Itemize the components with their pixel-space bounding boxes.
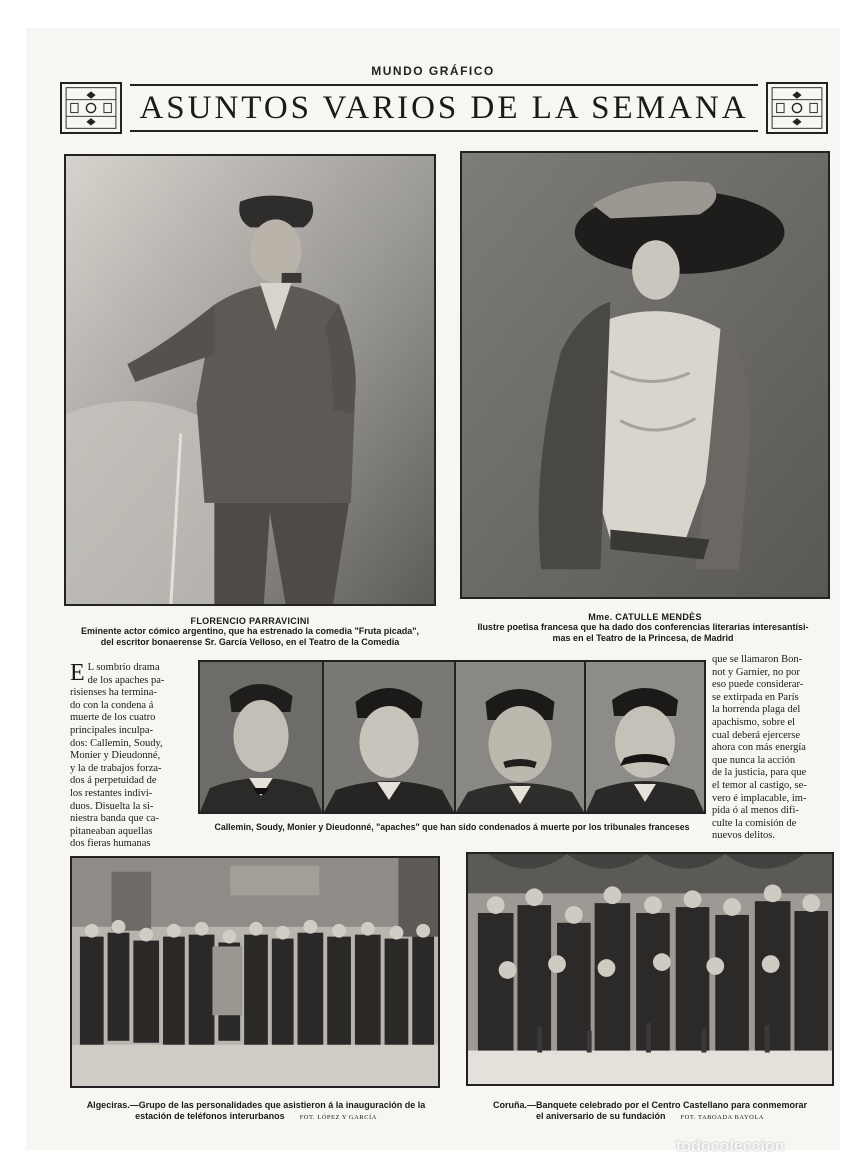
caption-apaches: Callemin, Soudy, Monier y Dieudonné, "apaches" que han sido condenados á muerte por los tribunales franceses [214, 822, 690, 832]
caption-line: Eminente actor cómico argentino, que ha estrenado la comedia "Fruta picada", [80, 626, 420, 636]
mugshots-strip [198, 660, 706, 814]
article-line: se extirpada en París [712, 691, 799, 703]
article-line: y la de trabajos forza- [70, 762, 162, 774]
article-line: duos. Disuelta la si- [70, 800, 154, 812]
caption-parravicini [44, 626, 456, 648]
article-line: de la justicia, para que [712, 767, 807, 779]
caption-algeciras [66, 1100, 446, 1123]
article-line: la horrenda plaga del [712, 704, 801, 716]
photo-coruna-banquet [466, 852, 834, 1086]
page-title: ASUNTOS VARIOS DE LA SEMANA [139, 90, 749, 126]
masthead: MUNDO GRÁFICO [371, 64, 495, 78]
article-line: principales inculpa- [70, 724, 154, 736]
headline-rule-top [130, 84, 758, 86]
caption-coruna [462, 1100, 838, 1123]
mugshot-callemin [200, 662, 324, 812]
caption-catulle-mendes [444, 622, 842, 644]
article-line: dos á perpetuidad de [70, 775, 157, 787]
photo-algeciras-group [70, 856, 440, 1088]
article-line: muerte de los cuatro [70, 712, 156, 724]
article-line: el temor al castigo, se- [712, 779, 807, 791]
caption-line [462, 1111, 838, 1123]
article-left-column [70, 662, 196, 851]
article-line: dos: Callemin, Soudy, [70, 737, 163, 749]
article-line: de los apaches pa- [87, 674, 165, 686]
article-line: cual deberá ejercerse [712, 729, 801, 741]
photo-credit: FOT. TABOADA BAYOLA [680, 1114, 764, 1121]
caption-line: mas en el Teatro de la Princesa, de Madrid [552, 633, 734, 643]
article-line: ahora con más energía [712, 742, 806, 754]
article-line: apachismo, sobre el [712, 716, 796, 728]
article-line: L sombrío drama [87, 662, 160, 673]
photo-catulle-mendes [460, 151, 830, 599]
headline-band [60, 82, 828, 134]
article-line: nuevos delitos. [712, 830, 775, 842]
caption-line [66, 1111, 446, 1123]
caption-name-parravicini: FLORENCIO PARRAVICINI [190, 616, 310, 626]
article-line: que nunca la acción [712, 754, 796, 766]
article-line: Monier y Dieudonné, [70, 750, 161, 762]
headline-rule-bottom [130, 130, 758, 132]
article-line: eso puede considerar- [712, 679, 804, 691]
photo-florencio-parravicini [64, 154, 436, 606]
article-line: risienses ha termina- [70, 687, 157, 699]
photo-credit: FOT. LÓPEZ Y GARCÍA [299, 1114, 377, 1121]
article-line: do con la condena á [70, 699, 154, 711]
article-line: niestra banda que ca- [70, 813, 159, 825]
article-line: not y Garnier, no por [712, 666, 800, 678]
article-line: que se llamaron Bon- [712, 654, 803, 665]
article-line: pida ó al menos difi- [712, 805, 799, 817]
mugshot-monier [456, 662, 586, 812]
article-right-column [712, 654, 836, 843]
caption-line: Ilustre poetisa francesa que ha dado dos conferencias literarias interesantísi- [477, 622, 809, 632]
caption-line: Algeciras.—Grupo de las personalidades que asistieron á la inauguración de la [86, 1100, 426, 1110]
caption-line-text: el aniversario de su fundación [536, 1111, 666, 1121]
mugshot-soudy [324, 662, 456, 812]
article-line: culte la comisión de [712, 817, 797, 829]
article-dropcap: E [70, 660, 85, 686]
mugshot-dieudonne [586, 662, 704, 812]
ornament-right [766, 82, 828, 134]
ornament-left [60, 82, 122, 134]
watermark: todocoleccion [676, 1138, 785, 1155]
magazine-page [26, 28, 840, 1150]
article-line: dos fieras humanas [70, 838, 151, 850]
caption-line-text: estación de teléfonos interurbanos [135, 1111, 285, 1121]
article-line: vero é implacable, im- [712, 792, 807, 804]
article-line: los restantes indivi- [70, 787, 153, 799]
article-line: pitaneaban aquellas [70, 825, 153, 837]
caption-line: Coruña.—Banquete celebrado por el Centro Castellano para conmemorar [492, 1100, 808, 1110]
caption-name-catulle-mendes: Mme. CATULLE MENDÈS [588, 612, 702, 622]
caption-line: del escritor bonaerense Sr. García Velloso, en el Teatro de la Comedia [100, 637, 400, 647]
